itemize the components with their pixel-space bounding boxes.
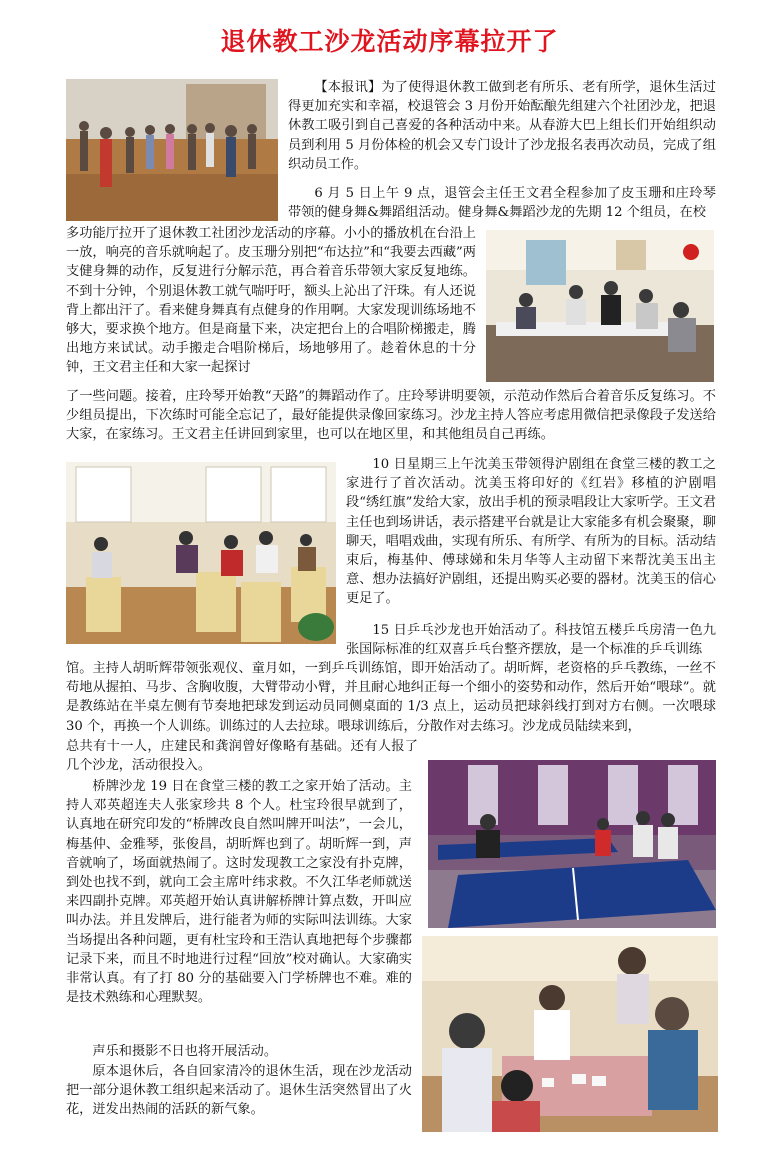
article-paragraph-pingpong-start: 15 日乒乓沙龙也开始活动了。科技馆五楼乒乓房清一色九张国际标准的红双喜乒乓台整齐摆放，是一个标准的乒乓训练 (346, 623, 716, 658)
page-title: 退休教工沙龙活动序幕拉开了 (220, 27, 559, 56)
photo-table-tennis (428, 760, 716, 928)
photo-dance-class (66, 79, 278, 221)
article-paragraph-pingpong-end: 总共有十一人，庄建民和龚润曾好像略有基础。还有人报了几个沙龙，活动很投入。 (66, 739, 418, 774)
article-paragraph-vocal: 声乐和摄影不日也将开展活动。 (92, 1044, 278, 1059)
article-paragraph-dance-end: 了一些问题。接着，庄玲琴开始教“天路”的舞蹈动作了。庄玲琴讲明要领，示范动作然后合着音乐反复练习。不少组员提出，下次练时可能全忘记了，最好能提供录像回家练习。沙龙主持人答应考虑用微信把录像段子发送给大家，在家练习。王文君主任讲回到家里，也可以在地区里，和其他组员自己再练。 (66, 389, 716, 443)
article-paragraph-closing: 原本退休后，各自回家清冷的退休生活，现在沙龙活动把一部分退休教工组织起来活动了。退休生活突然冒出了火花，迸发出热闹的活跃的新气象。 (66, 1064, 412, 1118)
photo-opera-group (66, 462, 336, 644)
article-paragraph-intro: 【本报讯】为了使得退休教工做到老有所乐、老有所学，退休生活过得更加充实和幸福，校退管会 3 月份开始酝酿先组建六个社团沙龙，把退休教工吸引到自己喜爱的各种活动中来。从春游大巴上组长们开始组织动员到利用 5 月份体检的机会又专门设计了沙龙报名表再次动员，完成了组织动员工作。 (288, 80, 716, 172)
article-paragraph-pingpong-body: 馆。主持人胡昕辉带领张观仪、童月如，一到乒乓训练馆，即开始活动了。胡昕辉，老资格的乒乓教练，一丝不苟地从握拍、马步、含胸收腹，大臂带动小臂，并且耐心地纠正每一个细小的姿势和动作，然后开始“喂球”。就是教练站在半桌左侧有节奏地把球发到运动员同侧桌面的 1/3 点上，运动员把球斜线打到对方右侧。一次喂球 30 个，再换一个人训练。训练过的人去拉球。喂球训练后，分散作对去练习。沙龙成员陆续来到， (66, 661, 716, 734)
article-paragraph-dance-start: 6 月 5 日上午 9 点，退管会主任王文君全程参加了皮玉珊和庄玲琴带领的健身舞&舞蹈组活动。健身舞&舞蹈沙龙的先期 12 个组员，在校 (288, 186, 716, 221)
photo-meeting-room (486, 230, 714, 382)
photo-bridge-club (422, 936, 718, 1132)
article-paragraph-dance-body: 多功能厅拉开了退休教工社团沙龙活动的序幕。小小的播放机在台沿上一放，响亮的音乐就响起了。皮玉珊分别把“布达拉”和“我要去西藏”两支健身舞的动作，反复进行分解示范，再合着音乐带领大家反复地练。不到十分钟，个别退休教工就气喘吁吁，额头上沁出了汗珠。有人还说背上都出汗了。看来健身舞真有点健身的作用啊。大家发现训练场地不够大，要求换个地方。但是商量下来，决定把台上的合唱阶梯搬走，腾出地方来试试。动手搬走合唱阶梯后，场地够用了。趁着休息的十分钟，王文君主任和大家一起探讨 (66, 226, 476, 376)
article-paragraph-bridge: 桥牌沙龙 19 日在食堂三楼的教工之家开始了活动。主持人邓英超连夫人张家珍共 8 个人。杜宝玲很早就到了，认真地在研究印发的“桥牌改良自然叫牌开叫法”，一会儿，梅基仲、金雅琴，张俊昌，胡昕辉也到了。胡昕辉一到，声音就响了，场面就热闹了。这时发现教工之家没有扑克牌，到处也找不到，就向工会主席叶纬求救。不久江华老师就送来四副扑克牌。邓英超开始认真讲解桥牌计算点数，开叫应叫办法。并且发牌后，进行能者为师的实际叫法训练。大家当场提出各种问题，更有杜宝玲和王浩认真地把每个步骤都记录下来，而且不时地进行过程“回放”校对确认。大家确实非常认真。有了打 80 分的基础要入门学桥牌也不难。难的是技术熟练和心理默契。 (66, 779, 412, 1006)
article-paragraph-opera: 10 日星期三上午沈美玉带领得沪剧组在食堂三楼的教工之家进行了首次活动。沈美玉将印好的《红岩》移植的沪剧唱段“绣红旗”发给大家，放出手机的预录唱段让大家听学。王文君主任也到场讲话，表示搭建平台就是让大家能多有机会聚聚，聊聊天，唱唱戏曲，实现有所乐、有所学、有所为的目标。活动结束后，梅基仲、傅球娣和朱月华等人主动留下来帮沈美玉出主意、想办法搞好沪剧组，还提出购买必要的器材。沈美玉的信心更足了。 (346, 457, 716, 607)
